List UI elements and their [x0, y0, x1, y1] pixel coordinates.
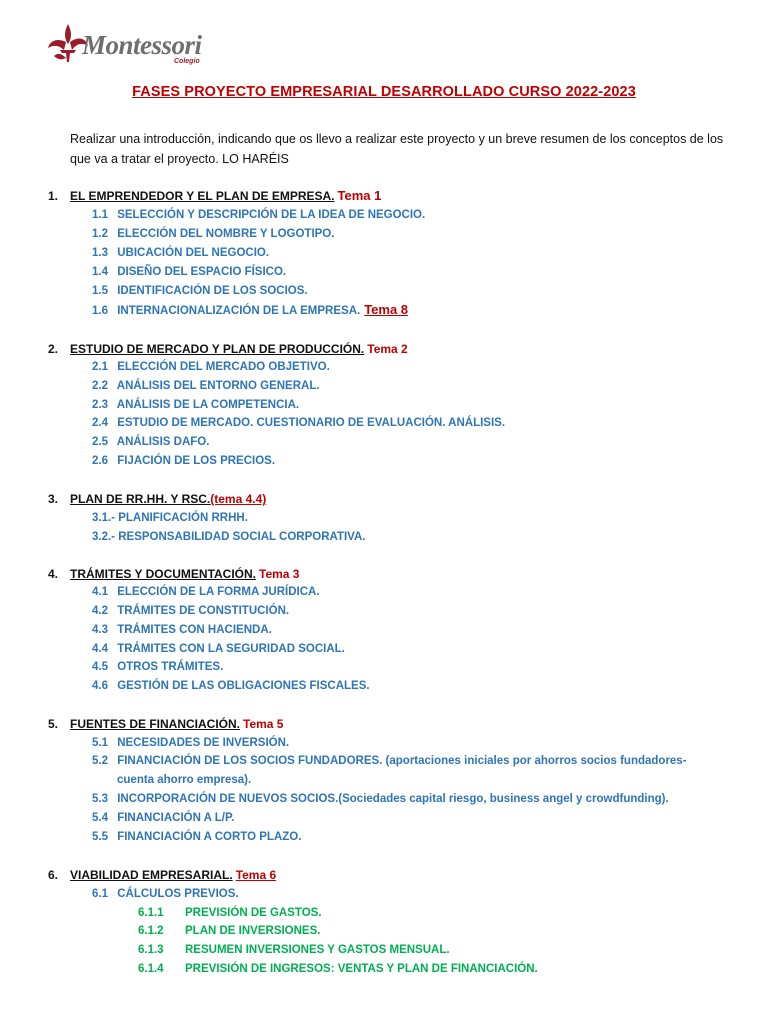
list-item	[92, 301, 408, 320]
item-text: GESTIÓN DE LAS OBLIGACIONES FISCALES.	[117, 680, 370, 692]
item-text: FINANCIACIÓN A L/P.	[117, 812, 235, 824]
item-text: ANÁLISIS DAFO.	[116, 436, 210, 448]
item-number: 5.3	[92, 793, 108, 805]
item-text: FINANCIACIÓN A CORTO PLAZO.	[117, 831, 302, 843]
item-number: 5.5	[92, 831, 108, 843]
item-text: ELECCIÓN DE LA FORMA JURÍDICA.	[117, 586, 320, 598]
list-item	[92, 828, 301, 846]
item-number: 2.3	[92, 399, 108, 411]
section-title-text: VIABILIDAD EMPRESARIAL.	[70, 868, 233, 882]
tema-label: Tema 8	[364, 302, 409, 317]
list-item	[92, 452, 275, 470]
list-item	[92, 602, 289, 620]
section-title-text: TRÁMITES Y DOCUMENTACIÓN.	[70, 567, 257, 581]
item-number: 5.2	[92, 755, 108, 767]
item-number: 4.6	[92, 680, 108, 692]
section-number: 2.	[48, 342, 59, 356]
item-number: 1.4	[92, 266, 108, 278]
item-number: 6.1	[92, 888, 108, 900]
item-text: ANÁLISIS DE LA COMPETENCIA.	[116, 399, 300, 411]
item-text: PLAN DE INVERSIONES.	[185, 925, 321, 937]
item-number: 6.1.3	[138, 944, 164, 956]
item-number: 1.6	[92, 305, 108, 317]
item-number: 6.1.1	[138, 907, 164, 919]
list-item	[92, 790, 669, 808]
item-number: 3.2.-	[92, 531, 116, 543]
sub-list-item	[138, 960, 538, 978]
item-number: 2.5	[92, 436, 108, 448]
section-number: 3.	[48, 492, 59, 506]
tema-label: (tema 4.4)	[210, 492, 267, 506]
item-text: PLANIFICACIÓN RRHH.	[118, 512, 248, 524]
tema-label: Tema 5	[243, 717, 284, 731]
item-number: 2.2	[92, 380, 108, 392]
item-number: 2.4	[92, 417, 108, 429]
sub-list-item	[138, 904, 322, 922]
item-text: DISEÑO DEL ESPACIO FÍSICO.	[117, 266, 287, 278]
sub-list-item	[138, 941, 450, 959]
item-number: 1.3	[92, 247, 108, 259]
tema-label: Tema 1	[337, 188, 382, 203]
section-title-text: PLAN DE RR.HH. Y RSC.	[70, 492, 211, 506]
tema-label: Tema 6	[235, 868, 277, 882]
list-item	[92, 658, 223, 676]
list-item	[92, 583, 320, 601]
item-number: 4.4	[92, 643, 108, 655]
item-number: 5.4	[92, 812, 108, 824]
item-number: 4.1	[92, 586, 108, 598]
list-item	[92, 734, 289, 752]
item-text: TRÁMITES DE CONSTITUCIÓN.	[117, 605, 290, 617]
list-item	[92, 358, 330, 376]
item-text: FINANCIACIÓN DE LOS SOCIOS FUNDADORES. (aportaciones iniciales por ahorros socios fundadores-	[117, 755, 687, 767]
item-text: CÁLCULOS PREVIOS.	[117, 888, 239, 900]
item-text: ESTUDIO DE MERCADO. CUESTIONARIO DE EVALUACIÓN. ANÁLISIS.	[117, 417, 506, 429]
item-text: ANÁLISIS DEL ENTORNO GENERAL.	[116, 380, 320, 392]
sub-list-item	[138, 922, 320, 940]
item-number: 4.2	[92, 605, 108, 617]
intro-paragraph: Realizar una introducción, indicando que os llevo a realizar este proyecto y un breve resumen de los conceptos de los que va a tratar el proyecto. LO HARÉIS	[70, 132, 724, 166]
list-item	[92, 621, 272, 639]
section-title	[70, 715, 283, 733]
section-title	[70, 866, 276, 884]
section-number: 4.	[48, 567, 59, 581]
list-item	[92, 809, 234, 827]
list-item	[92, 377, 320, 395]
section-title	[70, 565, 299, 583]
section-title-text: FUENTES DE FINANCIACIÓN.	[70, 717, 241, 731]
item-number: 2.1	[92, 361, 108, 373]
list-item	[92, 528, 366, 546]
item-text: TRÁMITES CON HACIENDA.	[117, 624, 272, 636]
logo-brand-text: Montessori	[82, 30, 202, 60]
list-item	[92, 433, 209, 451]
logo-sub-text: Colegio	[174, 58, 200, 65]
list-item-continuation: cuenta ahorro empresa).	[117, 774, 252, 786]
list-item	[92, 885, 239, 903]
section-number: 1.	[48, 189, 59, 203]
list-item	[92, 677, 370, 695]
item-number: 5.1	[92, 737, 108, 749]
item-text: RESUMEN INVERSIONES Y GASTOS MENSUAL.	[185, 944, 450, 956]
item-number: 2.6	[92, 455, 108, 467]
list-item	[92, 244, 269, 262]
item-text: IDENTIFICACIÓN DE LOS SOCIOS.	[117, 285, 308, 297]
list-item	[92, 509, 248, 527]
item-number: 6.1.2	[138, 925, 164, 937]
list-item	[92, 282, 308, 300]
item-number: 1.1	[92, 209, 108, 221]
item-text: INCORPORACIÓN DE NUEVOS SOCIOS.(Sociedades capital riesgo, business angel y crowdfunding).	[117, 793, 669, 805]
list-item	[92, 752, 687, 770]
tema-label: Tema 2	[367, 342, 408, 356]
section-title	[70, 187, 381, 205]
item-text: RESPONSABILIDAD SOCIAL CORPORATIVA.	[118, 531, 366, 543]
item-number: 1.5	[92, 285, 108, 297]
list-item	[92, 225, 334, 243]
item-number: 1.2	[92, 228, 108, 240]
section-number: 5.	[48, 717, 59, 731]
item-text: INTERNACIONALIZACIÓN DE LA EMPRESA.	[117, 305, 361, 317]
list-item	[92, 396, 299, 414]
tema-label: Tema 3	[259, 567, 300, 581]
item-number: 4.5	[92, 661, 108, 673]
section-title	[70, 490, 266, 508]
item-text: TRÁMITES CON LA SEGURIDAD SOCIAL.	[117, 643, 345, 655]
item-number: 6.1.4	[138, 963, 164, 975]
item-text: UBICACIÓN DEL NEGOCIO.	[117, 247, 270, 259]
section-title-text: ESTUDIO DE MERCADO Y PLAN DE PRODUCCIÓN.	[70, 342, 365, 356]
list-item	[92, 206, 425, 224]
list-item	[92, 640, 345, 658]
item-number: 4.3	[92, 624, 108, 636]
section-title	[70, 340, 408, 358]
list-item	[92, 414, 505, 432]
item-text: SELECCIÓN Y DESCRIPCIÓN DE LA IDEA DE NEGOCIO.	[117, 209, 426, 221]
item-text: PREVISIÓN DE GASTOS.	[185, 907, 322, 919]
item-text: NECESIDADES DE INVERSIÓN.	[117, 737, 290, 749]
item-text: ELECCIÓN DEL MERCADO OBJETIVO.	[117, 361, 330, 373]
item-text: OTROS TRÁMITES.	[117, 661, 224, 673]
section-title-text: EL EMPRENDEDOR Y EL PLAN DE EMPRESA.	[70, 189, 335, 203]
item-text: ELECCIÓN DEL NOMBRE Y LOGOTIPO.	[117, 228, 335, 240]
item-text: FIJACIÓN DE LOS PRECIOS.	[117, 455, 276, 467]
section-number: 6.	[48, 868, 59, 882]
list-item	[92, 263, 286, 281]
item-text: PREVISIÓN DE INGRESOS: VENTAS Y PLAN DE FINANCIACIÓN.	[185, 963, 538, 975]
item-number: 3.1.-	[92, 512, 116, 524]
page-title: FASES PROYECTO EMPRESARIAL DESARROLLADO CURSO 2022-2023	[132, 84, 636, 100]
